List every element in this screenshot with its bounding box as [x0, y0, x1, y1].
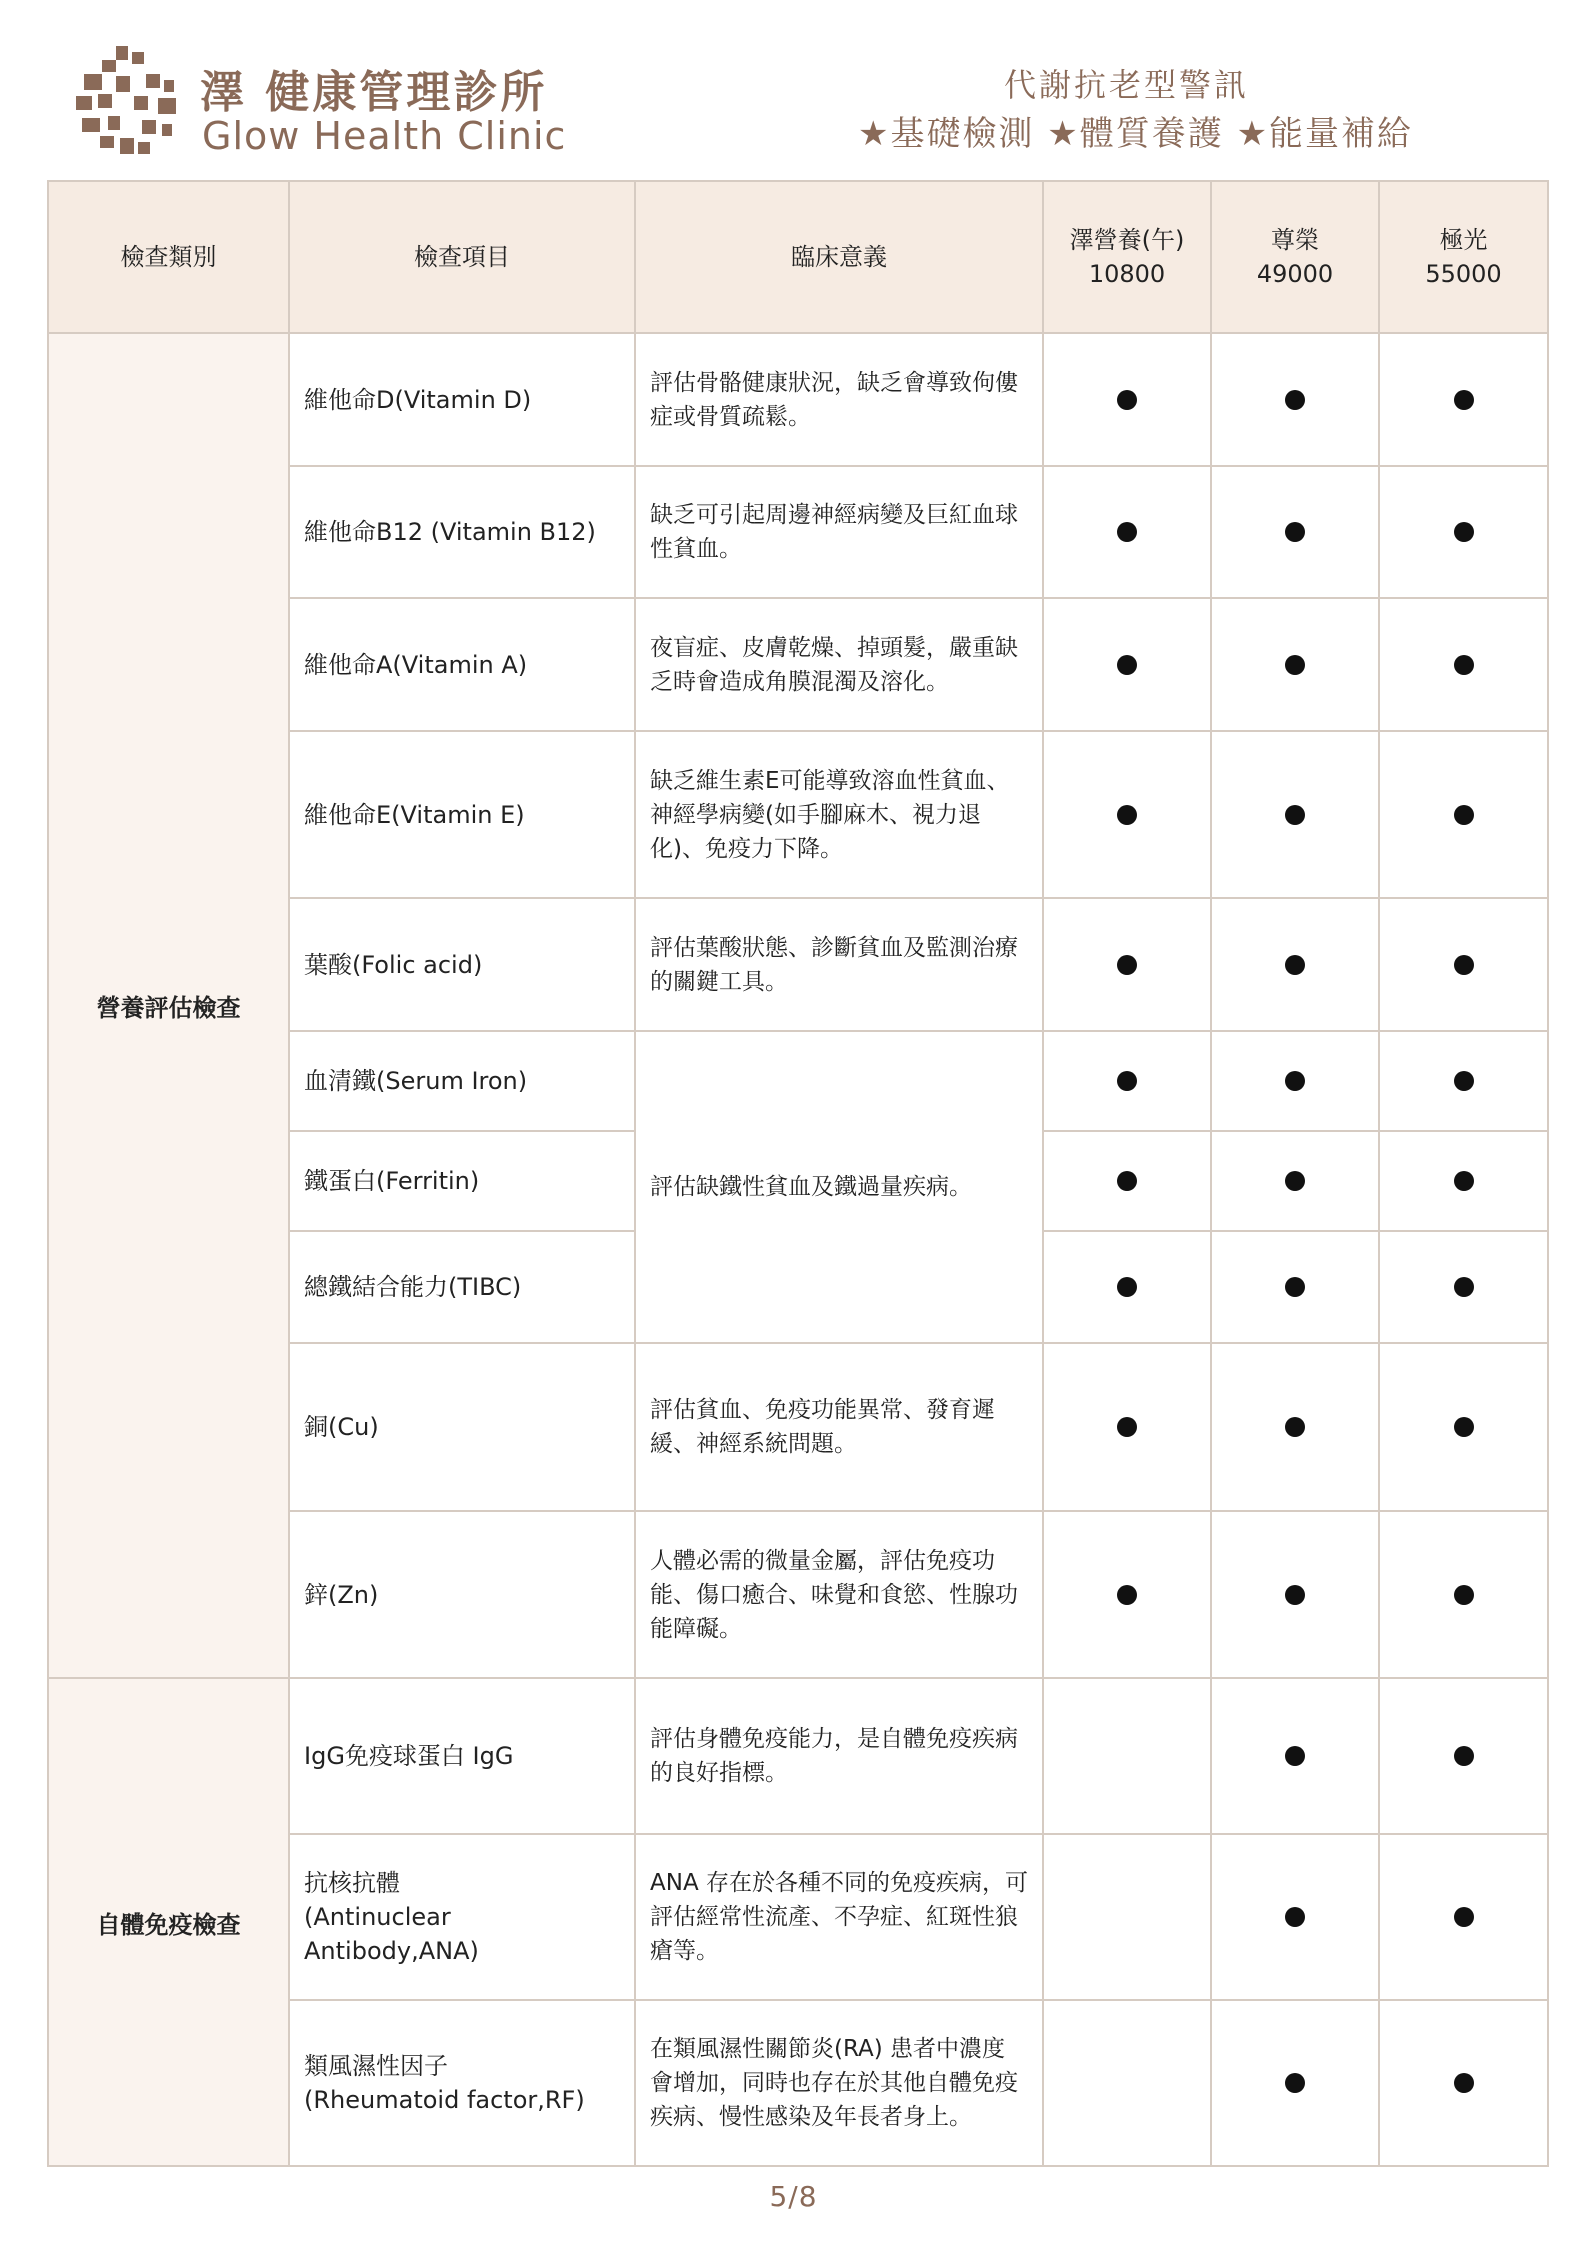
- clinic-name-english: Glow Health Clinic: [202, 114, 567, 158]
- included-dot-icon: [1454, 1277, 1474, 1297]
- meaning-cell: 評估身體免疫能力，是自體免疫疾病的良好指標。: [635, 1678, 1043, 1834]
- item-name: 抗核抗體: [304, 1869, 400, 1897]
- meaning-cell: ANA 存在於各種不同的免疫疾病，可評估經常性流產、不孕症、紅斑性狼瘡等。: [635, 1834, 1043, 2000]
- included-dot-icon: [1285, 522, 1305, 542]
- header-plan-3: [1379, 181, 1548, 333]
- included-dot-icon: [1454, 522, 1474, 542]
- page-number: 5/8: [769, 2180, 818, 2213]
- item-name-english: (Antinuclear Antibody,ANA): [304, 1903, 479, 1965]
- plan-1-mark: [1043, 333, 1211, 466]
- included-dot-icon: [1117, 805, 1137, 825]
- included-dot-icon: [1454, 390, 1474, 410]
- plan-2-mark: [1211, 1834, 1379, 2000]
- plan-3-mark: [1379, 2000, 1548, 2166]
- item-cell: [289, 1834, 635, 2000]
- page-subtitle: ★基礎檢測 ★體質養護 ★能量補給: [858, 114, 1414, 154]
- plan-2-mark: [1211, 1131, 1379, 1231]
- header-plan-2: [1211, 181, 1379, 333]
- included-dot-icon: [1285, 390, 1305, 410]
- included-dot-icon: [1117, 1171, 1137, 1191]
- plan-1-mark: [1043, 731, 1211, 898]
- plan-1-mark: [1043, 2000, 1211, 2166]
- included-dot-icon: [1454, 2073, 1474, 2093]
- included-dot-icon: [1285, 1585, 1305, 1605]
- plan-2-mark: [1211, 731, 1379, 898]
- meaning-cell: 在類風濕性關節炎(RA) 患者中濃度會增加，同時也存在於其他自體免疫疾病、慢性感染及年長者身上。: [635, 2000, 1043, 2166]
- plan-2-mark: [1211, 466, 1379, 598]
- plan-3-mark: [1379, 1834, 1548, 2000]
- plan-3-mark: [1379, 333, 1548, 466]
- plan-1-price: 10800: [1088, 260, 1166, 288]
- header-category: 檢查類別: [48, 181, 289, 333]
- plan-1-mark: [1043, 1131, 1211, 1231]
- included-dot-icon: [1117, 1277, 1137, 1297]
- meaning-cell: 評估貧血、免疫功能異常、發育遲緩、神經系統問題。: [635, 1343, 1043, 1511]
- meaning-cell: 缺乏可引起周邊神經病變及巨紅血球性貧血。: [635, 466, 1043, 598]
- plan-2-mark: [1211, 1343, 1379, 1511]
- item-cell: 維他命B12 (Vitamin B12): [289, 466, 635, 598]
- plan-1-mark: [1043, 1031, 1211, 1131]
- meaning-cell: 評估骨骼健康狀況，缺乏會導致佝僂症或骨質疏鬆。: [635, 333, 1043, 466]
- included-dot-icon: [1454, 955, 1474, 975]
- plan-2-price: 49000: [1256, 260, 1334, 288]
- page-header: [0, 0, 1587, 180]
- included-dot-icon: [1117, 390, 1137, 410]
- plan-3-mark: [1379, 598, 1548, 731]
- included-dot-icon: [1454, 1746, 1474, 1766]
- meaning-cell: 夜盲症、皮膚乾燥、掉頭髮，嚴重缺乏時會造成角膜混濁及溶化。: [635, 598, 1043, 731]
- header-plan-1: [1043, 181, 1211, 333]
- included-dot-icon: [1285, 805, 1305, 825]
- table-row: [48, 333, 1548, 466]
- item-name-english: (Rheumatoid factor,RF): [304, 2086, 585, 2114]
- included-dot-icon: [1454, 1585, 1474, 1605]
- plan-2-name: 尊榮: [1271, 226, 1319, 254]
- plan-2-mark: [1211, 1511, 1379, 1678]
- plan-3-mark: [1379, 1678, 1548, 1834]
- plan-1-mark: [1043, 466, 1211, 598]
- plan-2-mark: [1211, 1231, 1379, 1343]
- plan-3-mark: [1379, 1231, 1548, 1343]
- header-meaning: 臨床意義: [635, 181, 1043, 333]
- plan-1-mark: [1043, 1231, 1211, 1343]
- plan-2-mark: [1211, 898, 1379, 1031]
- plan-2-mark: [1211, 598, 1379, 731]
- exam-items-table: [47, 180, 1549, 2167]
- meaning-cell: 人體必需的微量金屬，評估免疫功能、傷口癒合、味覺和食慾、性腺功能障礙。: [635, 1511, 1043, 1678]
- included-dot-icon: [1454, 1417, 1474, 1437]
- included-dot-icon: [1117, 955, 1137, 975]
- plan-3-mark: [1379, 1343, 1548, 1511]
- item-cell: 總鐵結合能力(TIBC): [289, 1231, 635, 1343]
- included-dot-icon: [1117, 522, 1137, 542]
- plan-3-name: 極光: [1439, 226, 1488, 254]
- included-dot-icon: [1117, 1585, 1137, 1605]
- included-dot-icon: [1285, 1171, 1305, 1191]
- plan-2-mark: [1211, 1678, 1379, 1834]
- item-cell: 維他命A(Vitamin A): [289, 598, 635, 731]
- item-cell: 維他命D(Vitamin D): [289, 333, 635, 466]
- included-dot-icon: [1285, 1746, 1305, 1766]
- plan-1-mark: [1043, 898, 1211, 1031]
- plan-3-mark: [1379, 466, 1548, 598]
- included-dot-icon: [1117, 1417, 1137, 1437]
- plan-3-mark: [1379, 1031, 1548, 1131]
- included-dot-icon: [1285, 955, 1305, 975]
- item-cell: 鐵蛋白(Ferritin): [289, 1131, 635, 1231]
- included-dot-icon: [1285, 2073, 1305, 2093]
- plan-1-mark: [1043, 1678, 1211, 1834]
- included-dot-icon: [1117, 655, 1137, 675]
- item-cell: 葉酸(Folic acid): [289, 898, 635, 1031]
- plan-3-mark: [1379, 1511, 1548, 1678]
- category-autoimmune: 自體免疫檢查: [48, 1678, 289, 2166]
- meaning-cell: 評估缺鐵性貧血及鐵過量疾病。: [635, 1031, 1043, 1343]
- included-dot-icon: [1454, 805, 1474, 825]
- header-item: 檢查項目: [289, 181, 635, 333]
- included-dot-icon: [1285, 1071, 1305, 1091]
- clinic-name-chinese: 澤 健康管理診所: [200, 67, 548, 118]
- included-dot-icon: [1117, 1071, 1137, 1091]
- plan-2-mark: [1211, 1031, 1379, 1131]
- included-dot-icon: [1454, 655, 1474, 675]
- included-dot-icon: [1285, 655, 1305, 675]
- item-cell: 銅(Cu): [289, 1343, 635, 1511]
- plan-1-name: 澤營養(午): [1069, 226, 1185, 254]
- plan-1-mark: [1043, 1511, 1211, 1678]
- plan-3-mark: [1379, 898, 1548, 1031]
- page-title: 代謝抗老型警訊: [1004, 66, 1250, 104]
- plan-1-mark: [1043, 598, 1211, 731]
- meaning-cell: 評估葉酸狀態、診斷貧血及監測治療的關鍵工具。: [635, 898, 1043, 1031]
- included-dot-icon: [1454, 1907, 1474, 1927]
- included-dot-icon: [1454, 1171, 1474, 1191]
- plan-3-mark: [1379, 731, 1548, 898]
- item-cell: 血清鐵(Serum Iron): [289, 1031, 635, 1131]
- included-dot-icon: [1285, 1277, 1305, 1297]
- included-dot-icon: [1285, 1907, 1305, 1927]
- item-name: 類風濕性因子: [304, 2052, 448, 2080]
- plan-2-mark: [1211, 333, 1379, 466]
- plan-1-mark: [1043, 1834, 1211, 2000]
- item-cell: 鋅(Zn): [289, 1511, 635, 1678]
- item-cell: [289, 2000, 635, 2166]
- plan-3-mark: [1379, 1131, 1548, 1231]
- plan-1-mark: [1043, 1343, 1211, 1511]
- table-row: [48, 1678, 1548, 1834]
- included-dot-icon: [1454, 1071, 1474, 1091]
- plan-3-price: 55000: [1425, 260, 1502, 288]
- clinic-logo-icon: [76, 46, 184, 158]
- included-dot-icon: [1285, 1417, 1305, 1437]
- category-nutrition: 營養評估檢查: [48, 333, 289, 1678]
- item-cell: IgG免疫球蛋白 IgG: [289, 1678, 635, 1834]
- plan-2-mark: [1211, 2000, 1379, 2166]
- meaning-cell: 缺乏維生素E可能導致溶血性貧血、神經學病變(如手腳麻木、視力退化)、免疫力下降。: [635, 731, 1043, 898]
- item-cell: 維他命E(Vitamin E): [289, 731, 635, 898]
- table-header-row: [48, 181, 1548, 333]
